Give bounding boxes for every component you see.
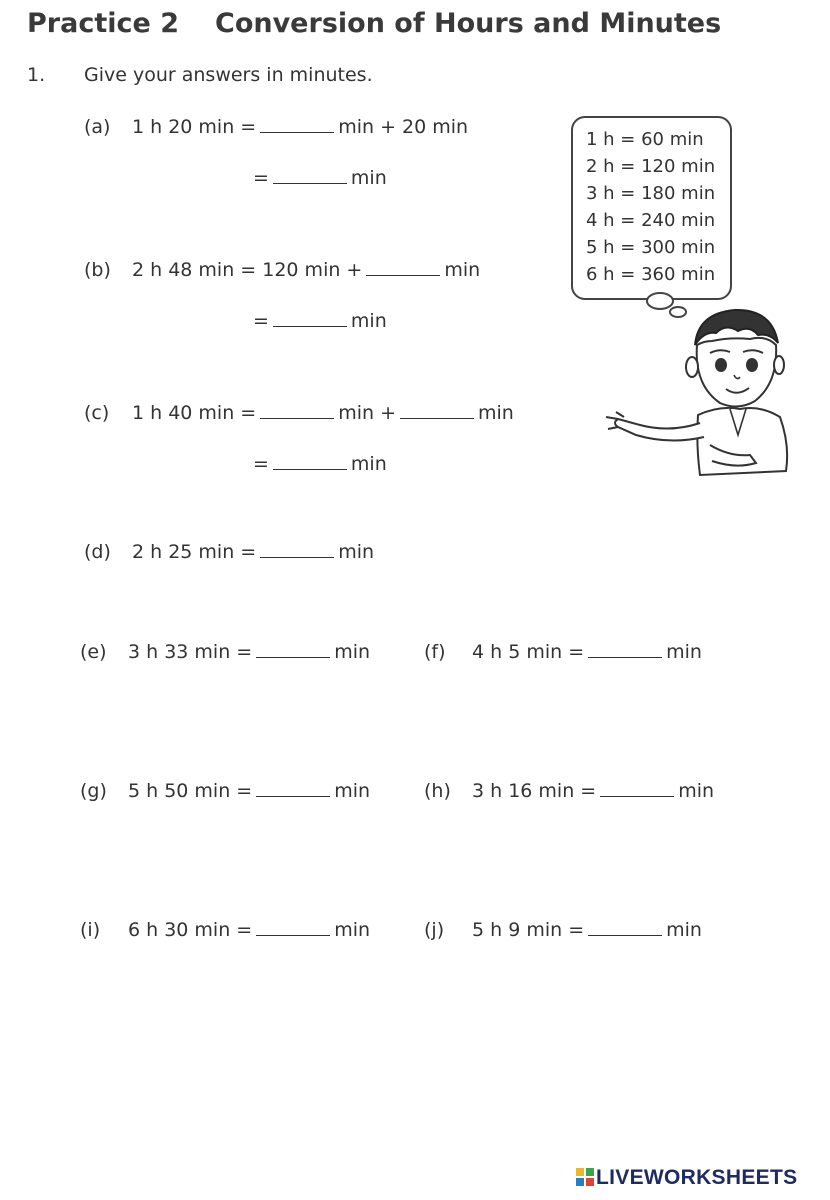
part-expression: 5 h 50 min = [128, 780, 253, 802]
worksheet-title: Conversion of Hours and Minutes [215, 8, 722, 39]
ear-left [686, 357, 698, 377]
liveworksheets-watermark [576, 1166, 797, 1190]
part-label: (h) [424, 780, 451, 802]
equals-sign: = [253, 453, 269, 475]
part-expression: 3 h 16 min = [472, 780, 597, 802]
part-text: min + [338, 402, 397, 424]
eye-left [715, 358, 727, 372]
answer-blank[interactable] [273, 306, 347, 327]
conversion-item: 6 h = 360 min [586, 264, 716, 285]
unit-text: min [334, 919, 371, 941]
unit-text: min [350, 453, 387, 475]
thought-tail-circle-small [670, 307, 686, 317]
unit-text: min [338, 541, 375, 563]
part-expression: 2 h 48 min = 120 min + [132, 259, 363, 281]
part-h-row [424, 776, 714, 802]
part-label: (e) [80, 641, 107, 663]
part-expression: 5 h 9 min = [472, 919, 585, 941]
answer-blank[interactable] [256, 637, 330, 658]
answer-blank[interactable] [366, 255, 440, 276]
answer-blank[interactable] [600, 776, 674, 797]
page-title [27, 8, 721, 39]
part-g-row [80, 776, 370, 802]
part-expression: 3 h 33 min = [128, 641, 253, 663]
part-label: (c) [84, 402, 110, 424]
eye-right [746, 358, 758, 372]
part-b-row1 [84, 255, 480, 281]
conversion-item: 4 h = 240 min [586, 210, 716, 231]
answer-blank[interactable] [256, 915, 330, 936]
answer-blank[interactable] [588, 915, 662, 936]
conversion-item: 3 h = 180 min [586, 183, 716, 204]
unit-text: min [444, 259, 481, 281]
watermark-text: LIVEWORKSHEETS [596, 1166, 798, 1189]
part-e-row [80, 637, 370, 663]
unit-text: min [678, 780, 715, 802]
face [697, 338, 776, 407]
part-label: (i) [80, 919, 101, 941]
unit-text: min [334, 641, 371, 663]
part-label: (j) [424, 919, 445, 941]
conversion-item: 1 h = 60 min [586, 129, 704, 150]
part-label: (d) [84, 541, 111, 563]
part-expression: 2 h 25 min = [132, 541, 257, 563]
answer-blank[interactable] [260, 398, 334, 419]
conversion-thought-bubble [571, 116, 732, 300]
equals-sign: = [253, 310, 269, 332]
liveworksheets-logo-icon [576, 1168, 594, 1186]
part-expression: 6 h 30 min = [128, 919, 253, 941]
ear-right [774, 356, 784, 374]
answer-blank[interactable] [256, 776, 330, 797]
unit-text: min [350, 167, 387, 189]
answer-blank[interactable] [273, 163, 347, 184]
equals-sign: = [253, 167, 269, 189]
part-label: (g) [80, 780, 107, 802]
conversion-item: 2 h = 120 min [586, 156, 716, 177]
thought-tail-circle [647, 293, 673, 309]
part-c-row1 [84, 398, 514, 424]
answer-blank[interactable] [273, 449, 347, 470]
part-label: (a) [84, 116, 111, 138]
part-b-row2 [253, 306, 387, 332]
unit-text: min [666, 641, 702, 663]
part-expression: 1 h 40 min = [132, 402, 257, 424]
boy-illustration [600, 285, 800, 490]
answer-blank[interactable] [400, 398, 474, 419]
answer-blank[interactable] [588, 637, 662, 658]
conversion-list [573, 118, 730, 288]
part-c-row2 [253, 449, 387, 475]
answer-blank[interactable] [260, 112, 334, 133]
pointing-arm [615, 419, 704, 441]
part-text: min + 20 min [338, 116, 469, 138]
unit-text: min [334, 780, 371, 802]
part-expression: 1 h 20 min = [132, 116, 257, 138]
part-i-row [80, 915, 370, 941]
unit-text: min [666, 919, 702, 941]
part-label: (f) [424, 641, 446, 663]
part-d-row [84, 537, 374, 563]
answer-blank[interactable] [260, 537, 334, 558]
part-a-row1 [84, 112, 468, 138]
practice-label: Practice 2 [27, 8, 179, 39]
part-j-row [424, 915, 702, 941]
question-instruction: Give your answers in minutes. [84, 64, 373, 86]
part-a-row2 [253, 163, 387, 189]
part-expression: 4 h 5 min = [472, 641, 585, 663]
conversion-item: 5 h = 300 min [586, 237, 716, 258]
question-number: 1. [27, 64, 46, 86]
unit-text: min [350, 310, 387, 332]
unit-text: min [478, 402, 514, 424]
part-label: (b) [84, 259, 111, 281]
part-f-row [424, 637, 702, 663]
